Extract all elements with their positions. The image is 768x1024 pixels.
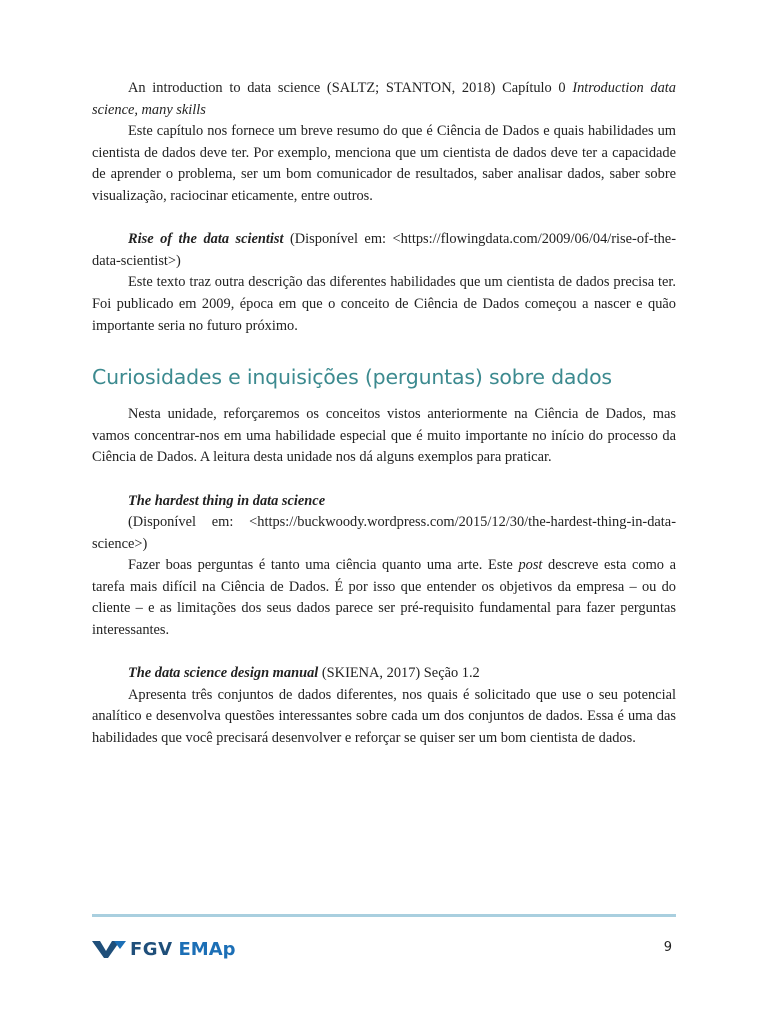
fgv-emap-logo	[92, 937, 236, 961]
page-number: 9	[663, 940, 672, 955]
reference-citation: (SALTZ; STANTON, 2018) Capítulo 0	[320, 80, 573, 96]
reference-description: Este capítulo nos fornece um breve resumo do que é Ciência de Dados e quais habilidades um cientista de dados deve ter. Por exemplo, menciona que um cientista de dados deve ter a capacidade de aprender o problema, ser um bom comunicador de resultados, saber analisar dados, saber sobre visualização, raciocinar eticamente, entre outros.	[92, 123, 676, 204]
spacer	[92, 208, 676, 230]
reference-title: The hardest thing in data science	[128, 492, 326, 509]
reference-citation: (SKIENA, 2017) Seção 1.2	[318, 665, 480, 682]
section-heading: Curiosidades e inquisições (perguntas) sobre dados	[92, 365, 612, 390]
reference-buckwoody-title	[92, 491, 676, 513]
reference-saltz	[92, 78, 676, 121]
section-intro: Nesta unidade, reforçaremos os conceitos vistos anteriormente na Ciência de Dados, mas vamos concentrar-nos em uma habilidade especial que é muito importante no início do processo da Ciência de Dados. A leitura desta unidade nos dá alguns exemplos para praticar.	[92, 406, 676, 466]
reference-description: Este texto traz outra descrição das diferentes habilidades que um cientista de dados precisa ter. Foi publicado em 2009, época em que o conceito de Ciência de Dados começou a nascer e quão importante seria no futuro próximo.	[92, 274, 676, 334]
description-text: descreve esta como a tarefa mais difícil na Ciência de Dados. É por isso que entender os objetivos da empresa – ou do cliente – e as limitações dos seus dados parece ser pré-requisito fundamental para fazer perguntas interessantes.	[92, 557, 676, 639]
reference-title: Rise of the data scientist	[128, 231, 284, 248]
reference-title: The data science design manual	[128, 665, 319, 682]
reference-description	[92, 555, 676, 641]
reference-citation: (Disponível em: <https://buckwoody.wordpress.com/2015/12/30/the-hardest-thing-in-data-science>)	[92, 514, 676, 552]
reference-flowingdata	[92, 229, 676, 272]
description-italic: post	[518, 557, 543, 574]
spacer	[92, 642, 676, 664]
fgv-chevron-icon	[92, 939, 126, 959]
page-content	[92, 78, 676, 750]
spacer	[92, 469, 676, 491]
reference-title: An introduction to data science	[128, 80, 321, 96]
footer-divider	[92, 914, 676, 917]
reference-description: Apresenta três conjuntos de dados diferentes, nos quais é solicitado que use o seu potencial analítico e desenvolva questões interessantes sobre cada um dos conjuntos de dados. Essa é uma das habilidades que você precisará desenvolver e reforçar se quiser ser um bom cientista de dados.	[92, 686, 676, 747]
reference-chapter-title: Introduction data science, many skills	[92, 80, 677, 118]
reference-citation: (Disponível em: <https://flowingdata.com/2009/06/04/rise-of-the-data-scientist>)	[92, 231, 676, 269]
reference-skiena	[92, 663, 676, 685]
logo-fgv-text: FGV	[130, 938, 173, 960]
description-text: Fazer boas perguntas é tanto uma ciência quanto uma arte. Este	[128, 557, 519, 574]
logo-emap-text: EMAp	[178, 938, 236, 960]
